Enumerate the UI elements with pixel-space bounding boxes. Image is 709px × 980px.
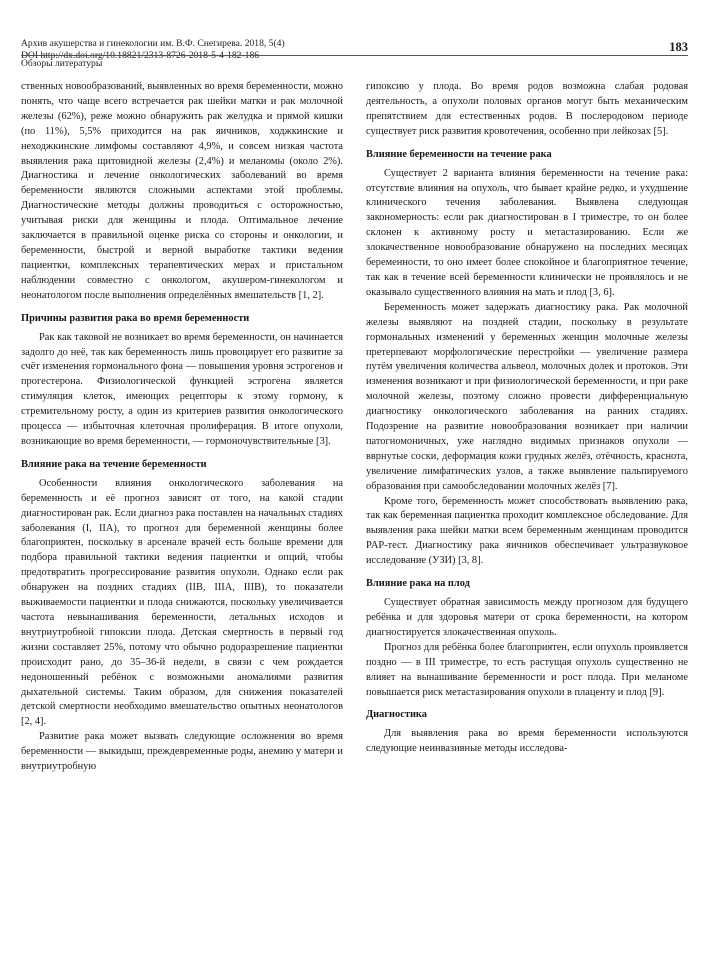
section-heading-cancer-on-pregnancy: Влияние рака на течение беременности — [21, 458, 207, 470]
paragraph: Рак как таковой не возникает во время беременности, он начинается задолго до неё, так как беременность лишь провоцирует его развитие за счёт изменения гормонального фона — повышения уровня эстрогенов и прогестерона. Физиологической функцией эстрогена является стимуляция клеток, имеющих рецепторы к этому гормону, к стремительному росту, а один из критериев развития онкологического процесса — избыточная клеточная пролиферация. В итоге опухоли, возникающие во время беременности, — гормоночувствительные [3]. — [21, 331, 343, 447]
section-label: Обзоры литературы — [21, 58, 103, 69]
paragraph: Прогноз для ребёнка более благоприятен, если опухоль проявляется поздно — в III триместре, то есть растущая опухоль существенно не влияет на вынашивание беременности и рост плода. При меланоме повышается риск метастазирования опухоли в плаценту и плод [9]. — [366, 641, 688, 698]
paragraph: Существует 2 варианта влияния беременности на течение рака: отсутствие влияния на опухоль, что бывает крайне редко, и ухудшение клинического течения заболевания. Выявлена следующая закономерность: если рак диагностирован в I триместре, то он более склонен к активному росту и метастазированию. Если же злокачественное новообразование обнаружено на последних месяцах беременности, то оно имеет более спокойное и благоприятное течение, так как в течение всей беременности клинически не проявлялось и не оказывало существенного влияния на мать и плод [3, 6]. — [366, 167, 688, 298]
left-column — [21, 80, 343, 775]
paragraph: ственных новообразований, выявленных во время беременности, можно понять, что чаще всего встречается рак шейки матки и рак молочной железы (62%), реже можно обнаружить рак желудка и прямой кишки (по 11%), 5,5% приходится на рак яичников, ходжкинские и неходжкинские лимфомы составляют 4,9%, и совсем низкая частота выявления рака щитовидной железы (2,4%) и меланомы (около 2%). Диагностика и лечение онкологических заболеваний во время беременности являются сложными аспектами этой проблемы. Диагностические методы должны проводиться с осторожностью, учитывая риски для женщины и плода. Оптимальное лечение заключается в правильной оценке риска со стороны и онкологии, и беременности, быстрой и верной выработке тактики ведения пациентки, комплексных терапевтических мерах и пристальном наблюдении совместно с онкологом, акушером-гинекологом и неонатологом после выполнения определённых вмешательств [1, 2]. — [21, 81, 343, 301]
right-column — [366, 80, 688, 757]
paragraph: гипоксию у плода. Во время родов возможна слабая родовая деятельность, а опухоли половых органов могут быть механическим препятствием для естественных родов. В послеродовом периоде существует риск развития кровотечения, особенно при лейкозах [5]. — [366, 81, 688, 137]
page-number: 183 — [669, 40, 688, 54]
paragraph: Беременность может задержать диагностику рака. Рак молочной железы выявляют на поздней стадии, поскольку в результате гормональных изменений у беременных женщин молочные железы претерпевают морфологические перестройки — увеличение размера путём увеличения количества альвеол, молочных долек и протоков. Эти изменения возникают и при физиологической беременности, и при раке молочной железы, поэтому сложно провести дифференциальную диагностику онкологического заболевания на ранних стадиях. Подозрение на развитие новообразования возникает при наличии патогномоничных, уже наглядно видимых признаков опухоли — вврнутые соски, деформация кожи грудных желёз, отёчность, краснота, увеличение лимфатических узлов, а также выявление пальпируемого образования при самообследовании молочных желёз [7]. — [366, 301, 688, 492]
paragraph: Развитие рака может вызвать следующие осложнения во время беременности — выкидыш, преждевременные роды, анемию у матери и внутриутробную — [21, 731, 343, 773]
section-heading-causes: Причины развития рака во время беременности — [21, 312, 250, 324]
paragraph: Существует обратная зависимость между прогнозом для будущего ребёнка и для здоровья матери от срока беременности, на котором диагностируется злокачественная опухоль. — [366, 597, 688, 638]
section-heading-diagnostics: Диагностика — [366, 709, 427, 721]
paragraph: Кроме того, беременность может способствовать выявлению рака, так как беременная пациентка проходит комплексное обследование. Для выявления рака шейки матки всем беременным женщинам проводится PAP-тест. Диагностику рака яичников обеспечивает ультразвуковое исследование (УЗИ) [3, 8]. — [366, 495, 688, 567]
section-heading-fetus: Влияние рака на плод — [366, 578, 470, 590]
journal-title: Архив акушерства и гинекологии им. В.Ф. Снегирева. 2018, 5(4) — [21, 38, 285, 49]
header-lines — [21, 38, 688, 62]
section-heading-pregnancy-on-cancer: Влияние беременности на течение рака — [366, 148, 552, 160]
doi-line[interactable] — [21, 50, 688, 62]
paragraph: Для выявления рака во время беременности используются следующие неинвазивные методы исследова- — [366, 728, 688, 755]
header-rule — [21, 55, 688, 56]
running-header — [21, 38, 688, 76]
paragraph: Особенности влияния онкологического заболевания на беременность и её прогноз зависят от того, на какой стадии диагностирован рак. Если диагноз рака поставлен на начальных стадиях заболевания (I, IIA), то прогноз для беременной женщины более благоприятен, поскольку в арсенале врачей есть больше времени для подбора правильной тактики ведения пациентки и опций, чтобы предотвратить прогрессирование развития опухоли. Однако если рак обнаружен на поздних стадиях (IIB, IIIA, IIIB), то показатели выживаемости пациентки и плода снижаются, поскольку увеличивается частота невынашивания беременности, летальных исходов и внутриутробной гипоксии плода. Детская смертность в первый год жизни составляет 25%, потому что обычно родоразрешение пациентки происходит рано, до 35–36-й недели, в связи с чем рождается недоношенный ребёнок с возможными аномалиями развития дыхательной системы. Таким образом, для снижения показателей детской смертности необходимо вмешательство опытных неонатологов [2, 4]. — [21, 477, 343, 728]
